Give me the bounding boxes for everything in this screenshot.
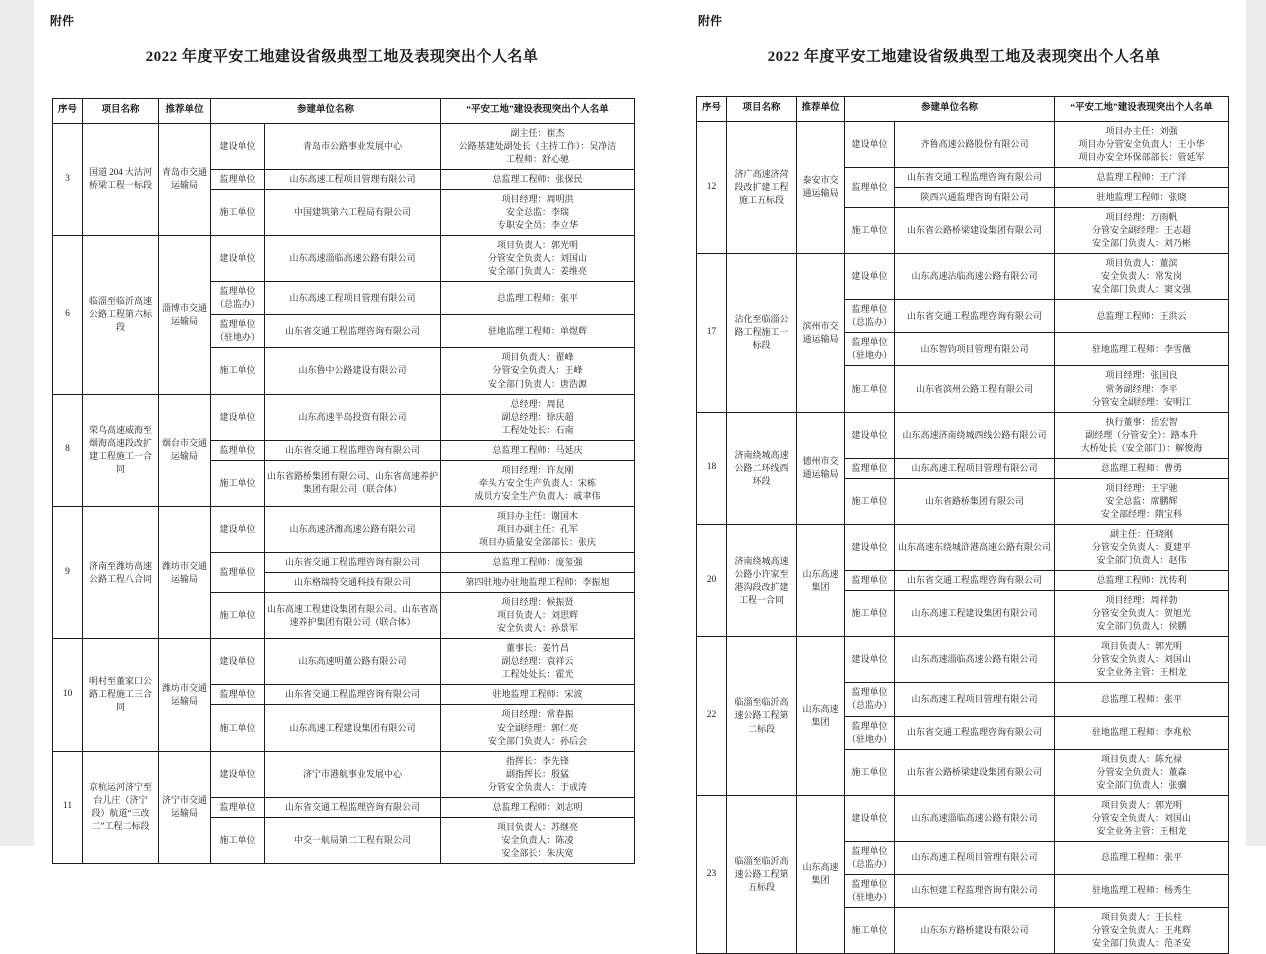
- person-line: 安全部门负责人：姜维亮: [488, 266, 588, 277]
- person-line: 副指挥长：殷猛: [506, 768, 570, 779]
- person-line: 执行董事：岳宏智: [1105, 416, 1178, 427]
- person-line: 指挥长：李先锋: [506, 755, 570, 766]
- table-row: [697, 637, 1229, 683]
- person-line: 项目负责人：翟峰: [501, 352, 574, 363]
- serial-number: 12: [697, 121, 727, 253]
- page-title: 2022 年度平安工地建设省级典型工地及表现突出个人名单: [145, 49, 539, 65]
- company-name: 山东高速工程项目管理有限公司: [895, 683, 1055, 716]
- person-line: 专职安全员：李立华: [497, 220, 579, 231]
- person-line: 项目负责人：郭光明: [497, 240, 579, 251]
- persons-list: [441, 394, 635, 440]
- person-line: 安全部长：朱庆宽: [501, 847, 574, 858]
- unit-role: 监理单位: [845, 167, 895, 207]
- column-header: 序号: [53, 99, 83, 124]
- person-line: 总监理工程师：张保民: [492, 173, 583, 184]
- company-name: 山东省路桥集团有限公司、山东省高速养护集团有限公司（联合体）: [265, 460, 441, 506]
- unit-role: 监理单位: [845, 458, 895, 478]
- person-line: 项目办质量安全部部长：张庆: [479, 536, 597, 547]
- company-name: 青岛市公路事业发展中心: [265, 123, 441, 169]
- company-name: 济宁市港航事业发展中心: [265, 751, 441, 797]
- person-line: 项目经理：周祥勃: [1105, 595, 1178, 606]
- column-header: 推荐单位: [159, 99, 211, 124]
- person-line: 分管安全负责人：王峰: [492, 365, 583, 376]
- company-name: 山东智钧项目管理有限公司: [895, 333, 1055, 366]
- company-name: 山东省交通工程监理咨询有限公司: [265, 685, 441, 705]
- company-name: 山东省交通工程监理咨询有限公司: [895, 716, 1055, 749]
- company-name: 山东高速淄临高速公路有限公司: [895, 795, 1055, 841]
- company-name: 山东省交通工程监理咨询有限公司: [895, 300, 1055, 333]
- person-line: 项目办安全环保部部长：管延军: [1078, 151, 1205, 162]
- person-line: 项目经理：万雨帆: [1105, 212, 1178, 222]
- person-line: 项目经理：周明洪: [501, 193, 574, 204]
- recommending-unit: 淄博市交通运输局: [159, 236, 211, 394]
- person-line: 总监理工程师：王广洋: [1096, 171, 1187, 182]
- column-header: 参建单位名称: [845, 97, 1055, 122]
- unit-role: 施工单位: [845, 208, 895, 254]
- recommending-unit: 山东高速集团: [797, 795, 845, 953]
- recommending-unit: 潍坊市交通运输局: [159, 639, 211, 751]
- unit-role: 建设单位: [211, 123, 265, 169]
- person-line: 安全部经理：隋宝科: [1101, 508, 1183, 519]
- person-line: 成员方安全生产负责人：戚聿伟: [474, 490, 601, 501]
- company-name: 山东高速工程项目管理有限公司: [265, 169, 441, 189]
- person-line: 项目负责人：郭光明: [1101, 799, 1183, 810]
- person-line: 分管安全负责人：刘国山: [488, 253, 588, 264]
- recommending-unit: 潍坊市交通运输局: [159, 506, 211, 638]
- person-line: 牵头方安全生产负责人：宋栋: [479, 477, 597, 488]
- unit-role: 监理单位: [211, 685, 265, 705]
- persons-list: [1055, 208, 1229, 254]
- person-line: 驻地监理工程师：李兆松: [1092, 727, 1192, 738]
- unit-role: 施工单位: [211, 817, 265, 863]
- person-line: 项目负责人：郭光明: [1101, 641, 1183, 652]
- person-line: 总监理工程师：王洪云: [1096, 310, 1187, 321]
- person-line: 项目负责人：苏继亮: [497, 821, 579, 832]
- person-line: 项目办主任：刘强: [1105, 125, 1178, 136]
- recommending-unit: 泰安市交通运输局: [797, 121, 845, 253]
- column-header: 参建单位名称: [211, 99, 441, 124]
- persons-list: [1055, 333, 1229, 366]
- person-line: 公路基建处副处长（主持工作）：吴净洁: [458, 140, 617, 151]
- table-row: [53, 751, 635, 797]
- unit-role: 建设单位: [845, 254, 895, 300]
- unit-role: 建设单位: [211, 751, 265, 797]
- person-line: 总监理工程师：刘志明: [492, 801, 583, 812]
- unit-role: 监理单位（总监办）: [845, 683, 895, 716]
- persons-list: [1055, 366, 1229, 412]
- recommending-unit: 山东高速集团: [797, 524, 845, 636]
- person-line: 驻地监理工程师：李雪薇: [1092, 343, 1192, 354]
- header-row: [697, 97, 1229, 122]
- table-row: [697, 254, 1229, 300]
- unit-role: 监理单位: [211, 169, 265, 189]
- person-line: 工程处处长：石南: [501, 424, 574, 435]
- persons-list: [441, 189, 635, 235]
- unit-role: 建设单位: [211, 506, 265, 552]
- unit-role: 施工单位: [845, 366, 895, 412]
- unit-role: 监理单位（驻地办）: [211, 315, 265, 348]
- person-line: 董事长：姜竹昌: [506, 643, 570, 654]
- project-name: 国道 204 大沽河桥梁工程一标段: [83, 123, 159, 235]
- persons-list: [1055, 841, 1229, 874]
- person-line: 项目负责人：陈允禄: [1101, 753, 1183, 764]
- person-line: 分管安全负责人：刘国山: [1092, 812, 1192, 823]
- attachment-label: 附件: [698, 14, 723, 28]
- persons-list: [441, 817, 635, 863]
- persons-list: [441, 169, 635, 189]
- persons-list: [441, 751, 635, 797]
- unit-role: 施工单位: [211, 460, 265, 506]
- unit-role: 施工单位: [211, 593, 265, 639]
- unit-role: 建设单位: [845, 637, 895, 683]
- company-name: 山东省交通工程监理咨询有限公司: [895, 571, 1055, 591]
- person-line: 安全部门负责人：窦文强: [1092, 284, 1192, 295]
- document-page-left: [36, 0, 648, 858]
- person-line: 项目负责人：王长柱: [1101, 912, 1183, 923]
- company-name: 齐鲁高速公路股份有限公司: [895, 121, 1055, 167]
- company-name: 山东省交通工程监理咨询有限公司: [265, 315, 441, 348]
- serial-number: 20: [697, 524, 727, 636]
- project-name: 临淄至临沂高速公路工程第六标段: [83, 236, 159, 394]
- person-line: 总监理工程师：张平: [1101, 852, 1183, 863]
- serial-number: 18: [697, 412, 727, 524]
- person-line: 安全业务主管：王相龙: [1096, 825, 1187, 836]
- project-name: 济广高速济菏段改扩建工程施工五标段: [727, 121, 797, 253]
- person-line: 驻地监理工程师：杨秀生: [1092, 885, 1192, 896]
- person-line: 副经理（分管安全）：路本升: [1085, 429, 1198, 440]
- person-line: 大桥处长（安全部门）：解俊海: [1080, 442, 1203, 453]
- unit-role: 监理单位（总监办）: [845, 841, 895, 874]
- persons-list: [1055, 300, 1229, 333]
- unit-role: 监理单位: [211, 440, 265, 460]
- recommending-unit: 滨州市交通运输局: [797, 254, 845, 412]
- person-line: 安全负责人：常发岗: [1101, 271, 1183, 282]
- page-margin-left: [0, 0, 34, 846]
- column-header: 推荐单位: [797, 97, 845, 122]
- persons-list: [441, 685, 635, 705]
- unit-role: 监理单位: [845, 571, 895, 591]
- table-row: [697, 121, 1229, 167]
- serial-number: 11: [53, 751, 83, 863]
- table-header: [53, 99, 635, 124]
- unit-role: 建设单位: [845, 121, 895, 167]
- person-line: 安全总监：席鹏辉: [1105, 495, 1178, 506]
- column-header: 项目名称: [83, 99, 159, 124]
- persons-list: [1055, 524, 1229, 570]
- person-line: 项目经理：候振贤: [501, 597, 574, 608]
- company-name: 山东省公路桥梁建设集团有限公司: [895, 208, 1055, 254]
- persons-list: [1055, 458, 1229, 478]
- person-line: 副总经理：袁祥云: [501, 656, 574, 667]
- person-line: 安全部门负责人：孙后会: [488, 735, 588, 746]
- company-name: 山东高速工程建设集团有限公司、山东省高速养护集团有限公司（联合体）: [265, 593, 441, 639]
- persons-list: [1055, 637, 1229, 683]
- person-line: 副主任：崔杰: [510, 127, 565, 138]
- unit-role: 监理单位（驻地办）: [845, 333, 895, 366]
- company-name: 山东省交通工程监理咨询有限公司: [265, 553, 441, 573]
- column-header: 项目名称: [727, 97, 797, 122]
- persons-list: [441, 705, 635, 751]
- recommending-unit: 青岛市交通运输局: [159, 123, 211, 235]
- person-line: 安全部门负责人：唐浩源: [488, 378, 588, 389]
- unit-role: 监理单位: [211, 553, 265, 593]
- persons-list: [441, 797, 635, 817]
- project-name: 沾化至临淄公路工程施工一标段: [727, 254, 797, 412]
- person-line: 安全部门负责人：赵伟: [1096, 555, 1187, 566]
- company-name: 山东高速济南绕城西线公路有限公司: [895, 412, 1055, 458]
- document-page-right: [684, 0, 1244, 949]
- unit-role: 建设单位: [211, 394, 265, 440]
- company-name: 山东省交通工程监理咨询有限公司: [895, 167, 1055, 187]
- person-line: 副主任：任晓刚: [1110, 528, 1174, 539]
- column-header: 序号: [697, 97, 727, 122]
- company-name: 山东省交通工程监理咨询有限公司: [265, 797, 441, 817]
- persons-list: [441, 315, 635, 348]
- recommending-unit: 烟台市交通运输局: [159, 394, 211, 506]
- company-name: 山东东方路桥建设有限公司: [895, 908, 1055, 954]
- persons-list: [441, 236, 635, 282]
- project-name: 济南绕城高速公路二环线西环段: [727, 412, 797, 524]
- company-name: 山东高速工程建设集团有限公司: [895, 591, 1055, 637]
- persons-list: [1055, 167, 1229, 187]
- company-name: 山东高速济潍高速公路有限公司: [265, 506, 441, 552]
- company-name: 中交一航局第二工程有限公司: [265, 817, 441, 863]
- serial-number: 9: [53, 506, 83, 638]
- person-line: 安全部门负责人：侯鹏: [1096, 621, 1187, 632]
- person-line: 总监理工程师：庞玺强: [492, 557, 583, 568]
- table-row: [697, 412, 1229, 458]
- person-line: 常务副经理：李平: [1105, 383, 1178, 394]
- person-line: 项目负责人：董滨: [1105, 258, 1178, 269]
- table-row: [53, 236, 635, 282]
- table-row: [53, 123, 635, 169]
- persons-list: [1055, 749, 1229, 795]
- person-line: 总监理工程师：马延庆: [492, 444, 583, 455]
- person-line: 总监理工程师：沈传利: [1096, 575, 1187, 586]
- table-body: [697, 121, 1229, 953]
- person-line: 工程师：舒心驰: [506, 153, 570, 164]
- person-line: 安全负责人：孙景军: [497, 623, 579, 634]
- person-line: 分管安全负责人：贺旭光: [1092, 608, 1192, 619]
- projects-table-right: [696, 96, 1229, 954]
- project-name: 明村至董家口公路工程施工三合同: [83, 639, 159, 751]
- project-name: 临淄至临沂高速公路工程第五标段: [727, 795, 797, 953]
- unit-role: 施工单位: [845, 749, 895, 795]
- persons-list: [441, 460, 635, 506]
- attachment-label: 附件: [50, 14, 75, 28]
- person-line: 总监理工程师：曹勇: [1101, 462, 1183, 473]
- table-row: [53, 394, 635, 440]
- company-name: 山东高速东绕城浒港高速公路有限公司: [895, 524, 1055, 570]
- person-line: 分管安全负责人：刘国山: [1092, 654, 1192, 665]
- person-line: 安全业务主管：王相龙: [1096, 667, 1187, 678]
- person-line: 项目经理：张国良: [1105, 370, 1178, 381]
- persons-list: [1055, 795, 1229, 841]
- person-line: 安全负责人：陈凌: [501, 834, 574, 845]
- persons-list: [1055, 591, 1229, 637]
- persons-list: [1055, 478, 1229, 524]
- persons-list: [441, 348, 635, 394]
- person-line: 项目办主任：谢国木: [497, 510, 579, 521]
- company-name: 山东省公路桥梁建设集团有限公司: [895, 749, 1055, 795]
- person-line: 分管安全负责人：王兆辉: [1092, 925, 1192, 936]
- person-line: 总经理：周昆: [510, 398, 565, 409]
- persons-list: [1055, 683, 1229, 716]
- company-name: 山东高速明董公路有限公司: [265, 639, 441, 685]
- unit-role: 监理单位（驻地办）: [845, 874, 895, 907]
- company-name: 山东高速淄临高速公路有限公司: [265, 236, 441, 282]
- serial-number: 22: [697, 637, 727, 795]
- company-name: 山东高速工程项目管理有限公司: [265, 282, 441, 315]
- unit-role: 监理单位（总监办）: [845, 300, 895, 333]
- company-name: 陕西兴通监理咨询有限公司: [895, 187, 1055, 207]
- company-name: 山东省交通工程监理咨询有限公司: [265, 440, 441, 460]
- table-row: [53, 506, 635, 552]
- persons-list: [1055, 187, 1229, 207]
- header-row: [53, 99, 635, 124]
- company-name: 山东高速沾临高速公路有限公司: [895, 254, 1055, 300]
- company-name: 山东高速工程建设集团有限公司: [265, 705, 441, 751]
- unit-role: 施工单位: [845, 591, 895, 637]
- person-line: 安全部门负责人：张骥: [1096, 779, 1187, 790]
- person-line: 副总经理：徐庆超: [501, 411, 574, 422]
- person-line: 分管安全副经理：安明江: [1092, 396, 1192, 407]
- company-name: 山东高速工程项目管理有限公司: [895, 458, 1055, 478]
- persons-list: [441, 123, 635, 169]
- company-name: 山东省滨州公路工程有限公司: [895, 366, 1055, 412]
- table-row: [697, 795, 1229, 841]
- unit-role: 监理单位（驻地办）: [845, 716, 895, 749]
- person-line: 工程处处长：霍光: [501, 669, 574, 680]
- serial-number: 17: [697, 254, 727, 412]
- unit-role: 施工单位: [845, 908, 895, 954]
- table-row: [697, 524, 1229, 570]
- company-name: 山东高速半岛投资有限公司: [265, 394, 441, 440]
- person-line: 总监理工程师：张平: [1101, 693, 1183, 704]
- serial-number: 10: [53, 639, 83, 751]
- project-name: 京杭运河济宁至台儿庄（济宁段）航道“三改二”工程二标段: [83, 751, 159, 863]
- serial-number: 6: [53, 236, 83, 394]
- person-line: 项目负责人：刘思辉: [497, 610, 579, 621]
- person-line: 安全部门负责人：范圣安: [1092, 938, 1192, 949]
- person-line: 项目办分管安全负责人：王小华: [1078, 138, 1205, 149]
- persons-list: [441, 282, 635, 315]
- page-margin-right: [1246, 0, 1266, 846]
- persons-list: [1055, 571, 1229, 591]
- persons-list: [1055, 254, 1229, 300]
- company-name: 中国建筑第六工程局有限公司: [265, 189, 441, 235]
- person-line: 驻地监理工程师：单煜辉: [488, 325, 588, 336]
- person-line: 项目经理：常春振: [501, 709, 574, 720]
- serial-number: 8: [53, 394, 83, 506]
- persons-list: [441, 506, 635, 552]
- persons-list: [1055, 412, 1229, 458]
- persons-list: [441, 553, 635, 573]
- company-name: 山东恒建工程监理咨询有限公司: [895, 874, 1055, 907]
- table-header: [697, 97, 1229, 122]
- recommending-unit: 济宁市交通运输局: [159, 751, 211, 863]
- unit-role: 建设单位: [845, 795, 895, 841]
- company-name: 山东格瑞特交通科技有限公司: [265, 573, 441, 593]
- unit-role: 监理单位: [211, 797, 265, 817]
- unit-role: 监理单位（总监办）: [211, 282, 265, 315]
- project-name: 临淄至临沂高速公路工程第二标段: [727, 637, 797, 795]
- company-name: 山东省路桥集团有限公司: [895, 478, 1055, 524]
- persons-list: [1055, 121, 1229, 167]
- company-name: 山东鲁中公路建设有限公司: [265, 348, 441, 394]
- person-line: 总监理工程师：张平: [497, 292, 579, 303]
- project-name: 济南至潍坊高速公路工程八合同: [83, 506, 159, 638]
- person-line: 项目经理：许友刚: [501, 464, 574, 475]
- project-name: 济南绕城高速公路小许家至港沟段改扩建工程一合同: [727, 524, 797, 636]
- person-line: 安全总监：李瑞: [506, 207, 570, 217]
- persons-list: [1055, 874, 1229, 907]
- person-line: 项目经理：王宇驰: [1105, 482, 1178, 493]
- person-line: 安全副经理：郭仁亮: [497, 722, 579, 733]
- unit-role: 建设单位: [845, 524, 895, 570]
- serial-number: 23: [697, 795, 727, 953]
- unit-role: 建设单位: [845, 412, 895, 458]
- persons-list: [441, 440, 635, 460]
- unit-role: 施工单位: [845, 478, 895, 524]
- persons-list: [441, 639, 635, 685]
- person-line: 驻地监理工程师：张晓: [1096, 191, 1187, 202]
- project-name: 荣乌高速威海至烟海高速段改扩建工程施工一合同: [83, 394, 159, 506]
- table-row: [53, 639, 635, 685]
- recommending-unit: 德州市交通运输局: [797, 412, 845, 524]
- column-header: “平安工地”建设表现突出个人名单: [441, 99, 635, 124]
- column-header: “平安工地”建设表现突出个人名单: [1055, 97, 1229, 122]
- unit-role: 施工单位: [211, 348, 265, 394]
- company-name: 山东高速工程项目管理有限公司: [895, 841, 1055, 874]
- unit-role: 施工单位: [211, 705, 265, 751]
- recommending-unit: 山东高速集团: [797, 637, 845, 795]
- person-line: 分管安全负责人：董森: [1096, 766, 1187, 777]
- person-line: 分管安全负责人：于成涛: [488, 781, 588, 792]
- persons-list: [1055, 908, 1229, 954]
- persons-list: [441, 593, 635, 639]
- unit-role: 建设单位: [211, 639, 265, 685]
- unit-role: 施工单位: [211, 189, 265, 235]
- page-title: 2022 年度平安工地建设省级典型工地及表现突出个人名单: [767, 49, 1161, 65]
- company-name: 山东高速淄临高速公路有限公司: [895, 637, 1055, 683]
- person-line: 驻地监理工程师：宋波: [492, 689, 583, 700]
- projects-table-left: [52, 98, 635, 864]
- person-line: 第四驻地办驻地监理工程师：李振旭: [465, 577, 610, 588]
- serial-number: 3: [53, 123, 83, 235]
- person-line: 分管安全负责人：夏建平: [1092, 541, 1192, 552]
- table-body: [53, 123, 635, 863]
- person-line: 安全部门负责人：刘乃彬: [1092, 238, 1192, 249]
- person-line: 分管安全副经理：王志超: [1092, 225, 1192, 236]
- persons-list: [441, 573, 635, 593]
- unit-role: 建设单位: [211, 236, 265, 282]
- person-line: 项目办副主任：孔军: [497, 523, 579, 534]
- persons-list: [1055, 716, 1229, 749]
